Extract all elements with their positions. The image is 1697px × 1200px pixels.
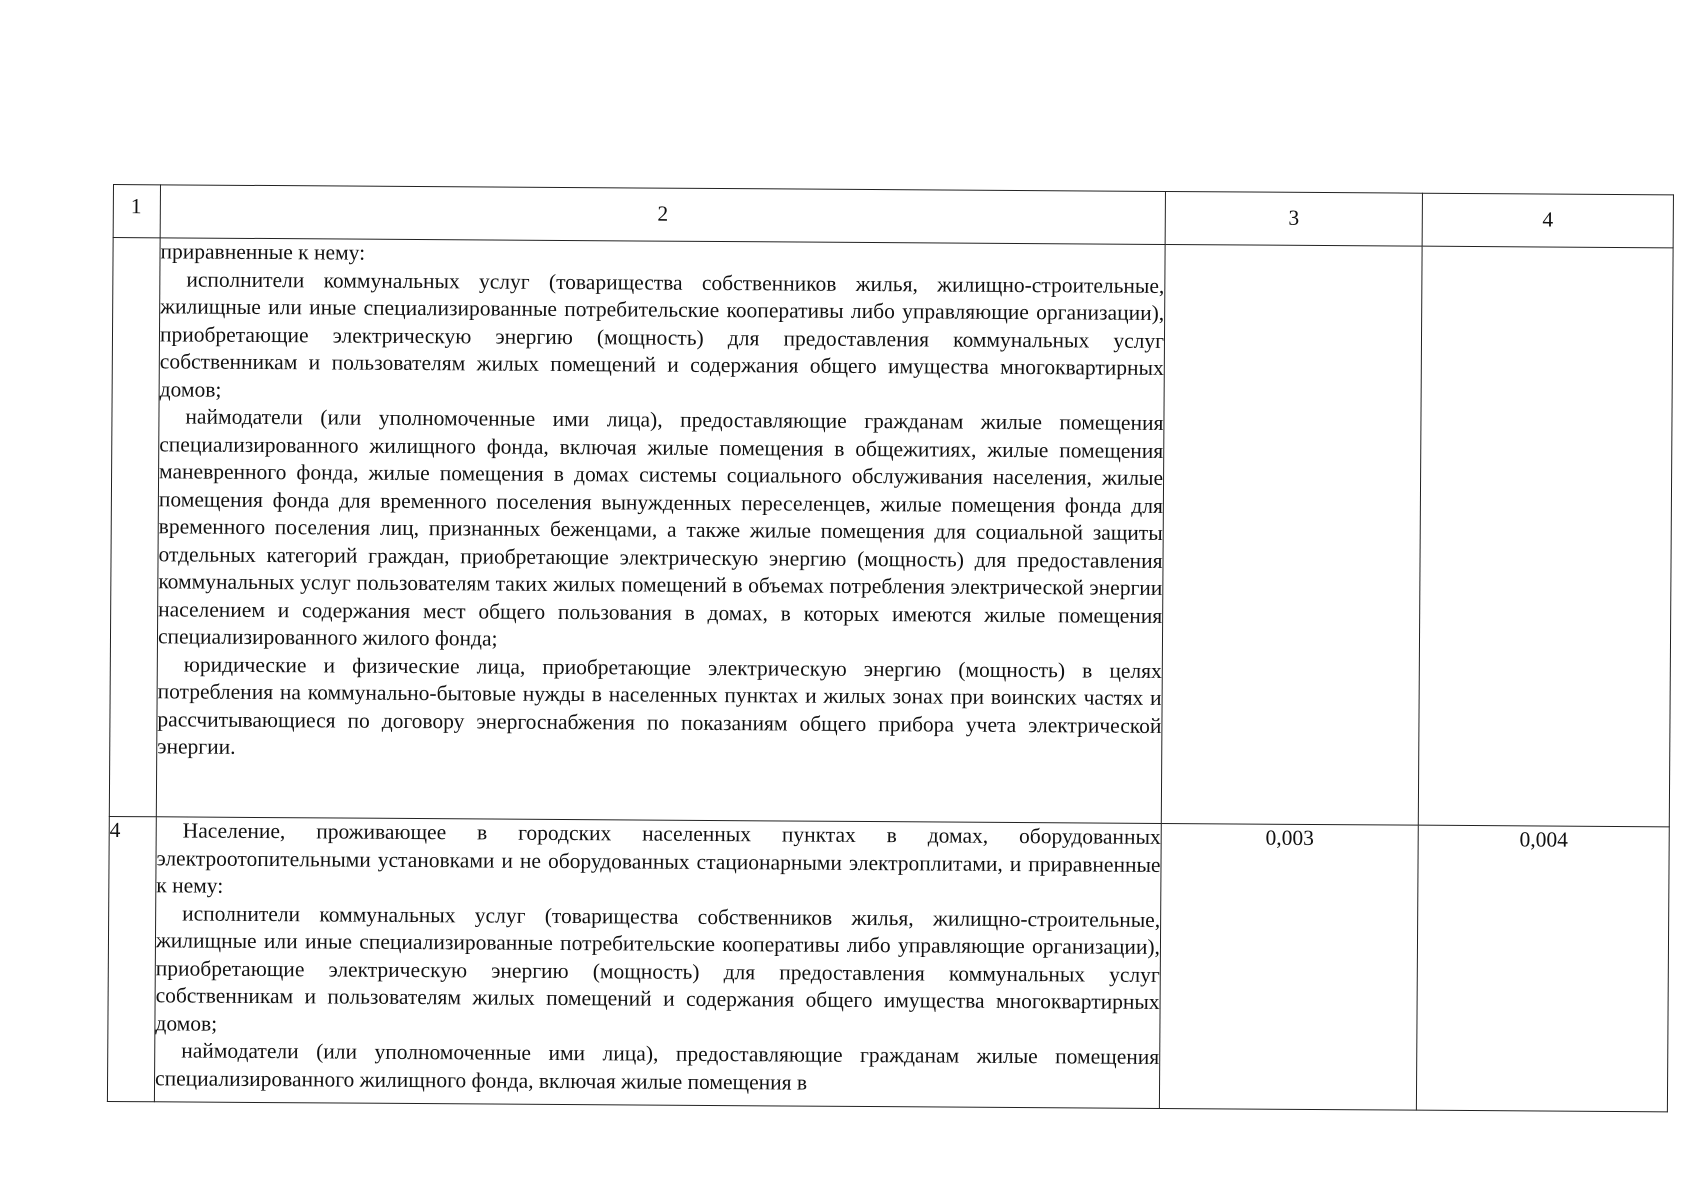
header-col-1: 1 bbox=[113, 185, 160, 238]
header-col-3: 3 bbox=[1165, 191, 1422, 246]
paragraph: приравненные к нему: bbox=[160, 239, 366, 265]
row-description bbox=[154, 817, 1161, 1109]
table-row bbox=[107, 816, 1669, 1111]
row-value-col4 bbox=[1418, 246, 1673, 827]
paragraph: Население, проживающее в городских населенных пунктах в домах, оборудованных электроотопительными установками и не оборудованных стационарными электроплитами, и приравненные к нему: bbox=[156, 818, 1161, 898]
paragraph: юридические и физические лица, приобретающие электрическую энергию (мощность) в целях потребления на коммунально-бытовые нужды в населенных пунктах и жилых зонах при воинских частях и рассчитывающиеся по договору энергоснабжения по показаниям общего прибора учета электрической энергии. bbox=[157, 651, 1162, 759]
paragraph: наймодатели (или уполномоченные ими лица), предоставляющие гражданам жилые помещения специализированного жилищного фонда, включая жилые помещения в bbox=[154, 1038, 1160, 1095]
header-col-2: 2 bbox=[160, 185, 1165, 245]
row-number bbox=[109, 238, 160, 817]
row-value-col3: 0,003 bbox=[1159, 823, 1418, 1110]
table-row bbox=[109, 238, 1673, 827]
row-description bbox=[156, 238, 1165, 824]
row-number: 4 bbox=[107, 816, 156, 1101]
header-col-4: 4 bbox=[1422, 193, 1673, 248]
paragraph: наймодатели (или уполномоченные ими лица), предоставляющие гражданам жилые помещения специализированного жилищного фонда, включая жилые помещения в общежитиях, жилые помещения маневренного фонда, жилые помещения в домах системы социального обслуживания населения, жилые помещения фонда для временного поселения вынужденных переселенцев, жилые помещения фонда для временного поселения лиц, признанных беженцами, а также жилые помещения для социальной защиты отдельных категорий граждан, приобретающие электрическую энергию (мощность) для предоставления коммунальных услуг пользователям таких жилых помещений в объемах потребления электрической энергии населением и содержания мест общего пользования в домах, в которых имеются жилые помещения специализированного жилого фонда; bbox=[157, 404, 1164, 651]
row-value-col3 bbox=[1161, 244, 1422, 825]
tariff-table bbox=[107, 184, 1674, 1112]
paragraph: исполнители коммунальных услуг (товарищества собственников жилья, жилищно-строительные, жилищные или иные специализированные потребительские кооперативы либо управляющие организации), приобретающие электрическую энергию (мощность) для предоставления коммунальных услуг собственникам и пользователям жилых помещений и содержания общего имущества многоквартирных домов; bbox=[155, 900, 1161, 1036]
paragraph: исполнители коммунальных услуг (товарищества собственников жилья, жилищно-строительные, жилищные или иные специализированные потребительские кооперативы либо управляющие организации), приобретающие электрическую энергию (мощность) для предоставления коммунальных услуг собственникам и пользователям жилых помещений и содержания общего имущества многоквартирных домов; bbox=[159, 266, 1165, 402]
row-value-col4: 0,004 bbox=[1416, 825, 1669, 1112]
